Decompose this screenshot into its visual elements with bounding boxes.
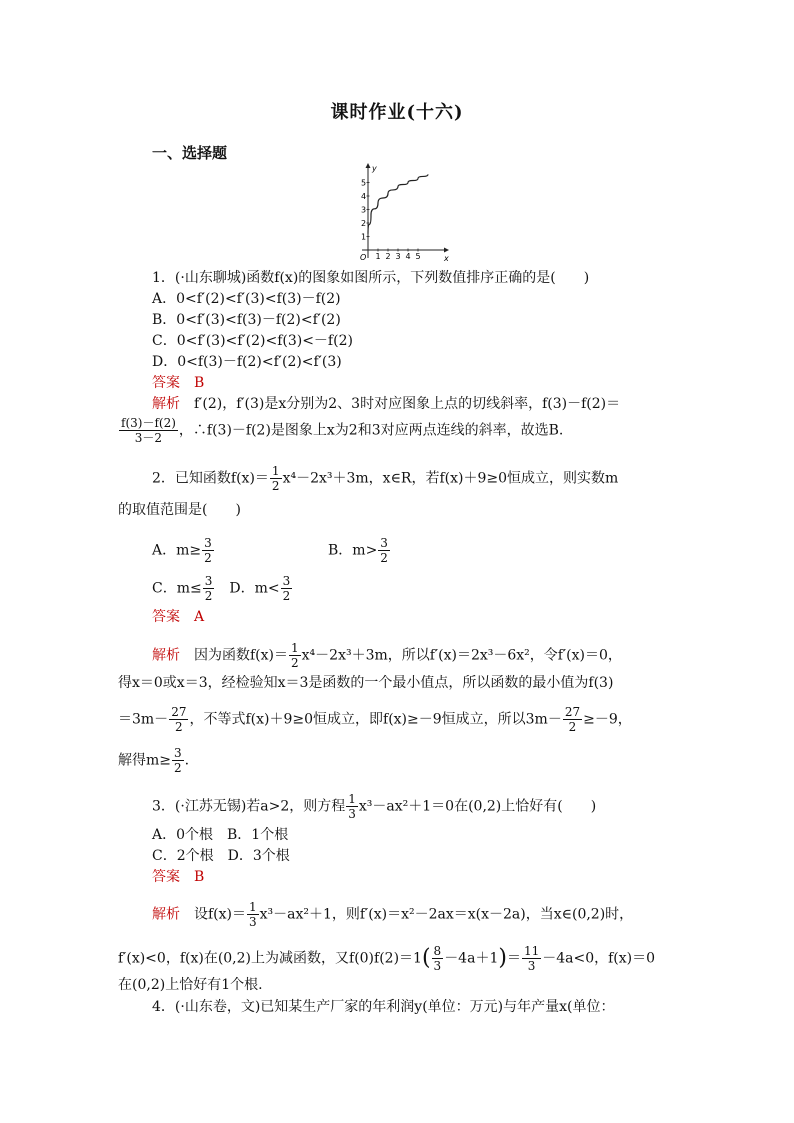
q2-option-b: B．m> $\frac{3}{2}$ bbox=[328, 536, 388, 565]
q1-option-d: D．0<f(3)－f(2)<f′(2)<f′(3) bbox=[152, 354, 342, 370]
q2-analysis-line2: 得x＝0或x＝3，经检验知x＝3是函数的一个最小值点，所以函数的最小值为f(3) bbox=[118, 675, 614, 691]
x-tick-label: 4 bbox=[405, 252, 411, 261]
q3-analysis-line2: f′(x)<0，f(x)在(0,2)上为减函数，又f(0)f(2)＝1( $\frac{8}{3}$ －4a＋1)＝ $\frac{11}{3}$ －4a<0，f(x)＝0 bbox=[118, 944, 656, 973]
analysis-label: 解析 bbox=[152, 396, 180, 412]
q3-analysis-line3: 在(0,2)上恰好有1个根. bbox=[118, 977, 263, 993]
q2-stem: 2．已知函数f(x)＝ $\frac{1}{2}$ x⁴－2x³＋3m，x∈R，若f(x)＋9≥0恒成立，则实数m bbox=[152, 464, 619, 493]
x-tick-label: 1 bbox=[375, 252, 381, 261]
q3-options-ab: A．0个根 B．1个根 bbox=[152, 827, 289, 843]
q1-option-a: A．0<f′(2)<f′(3)<f(3)－f(2) bbox=[152, 291, 341, 307]
y-tick-label: 4 bbox=[361, 192, 367, 201]
q2-option-cd: C．m≤ $\frac{3}{2}$ D．m< $\frac{3}{2}$ bbox=[152, 574, 291, 603]
origin-label: O bbox=[360, 253, 367, 262]
answer-label: 答案 bbox=[152, 375, 180, 391]
q2-analysis-line4: 解得m≥ $\frac{3}{2}$ . bbox=[118, 746, 190, 775]
analysis-text: f′(2)，f′(3)是x分别为2、3时对应图象上点的切线斜率，f(3)－f(2)＝ bbox=[194, 396, 621, 412]
q2-analysis-line3: ＝3m－ $\frac{27}{2}$ ，不等式f(x)＋9≥0恒成立，即f(x)≥－9恒成立，所以3m－ $\frac{27}{2}$ ≥－9， bbox=[118, 705, 632, 734]
q2-analysis-line1: 解析 因为函数f(x)＝ $\frac{1}{2}$ x⁴－2x³＋3m，所以f′(x)＝2x³－6x²，令f′(x)＝0， bbox=[152, 641, 622, 670]
q3-stem: 3．(·江苏无锡)若a>2，则方程 $\frac{1}{3}$ x³－ax²＋1＝0在(0,2)上恰好有( ) bbox=[152, 792, 597, 821]
q4-stem: 4．(·山东卷，文)已知某生产厂家的年利润y(单位：万元)与年产量x(单位： bbox=[152, 999, 615, 1015]
q1-analysis-line2 bbox=[118, 416, 563, 445]
q2-answer: 答案 A bbox=[152, 609, 205, 625]
fraction bbox=[119, 416, 178, 445]
y-tick-label: 5 bbox=[361, 178, 367, 188]
x-axis-arrow bbox=[444, 248, 449, 253]
y-tick-label: 3 bbox=[361, 205, 367, 215]
q3-answer: 答案 B bbox=[152, 869, 205, 885]
q2-stem-line2: 的取值范围是( ) bbox=[118, 502, 241, 518]
x-tick-label: 3 bbox=[395, 252, 401, 261]
q1-stem: 1．(·山东聊城)函数f(x)的图象如图所示，下列数值排序正确的是( ) bbox=[152, 270, 590, 286]
fraction: $\frac{1}{2}$ bbox=[271, 464, 280, 493]
q3-analysis-line1: 解析 设f(x)＝ $\frac{1}{3}$ x³－ax²＋1，则f′(x)＝x²－2ax＝x(x－2a)，当x∈(0,2)时， bbox=[152, 900, 634, 929]
section-heading: 一、选择题 bbox=[152, 144, 228, 162]
x-tick-label: 2 bbox=[385, 252, 391, 261]
q1-answer bbox=[152, 373, 204, 393]
q1-analysis-line1 bbox=[152, 394, 620, 414]
q1-option-b: B．0<f′(3)<f(3)－f(2)<f′(2) bbox=[152, 312, 341, 328]
function-curve bbox=[368, 174, 428, 233]
x-tick-label: 5 bbox=[415, 252, 421, 261]
frac-den: 3－2 bbox=[134, 431, 163, 445]
q2-option-a: A．m≥ $\frac{3}{2}$ bbox=[152, 536, 212, 565]
x-axis-label: x bbox=[444, 254, 449, 262]
frac-num: f(3)－f(2) bbox=[121, 416, 176, 430]
y-axis-arrow bbox=[366, 163, 371, 168]
y-tick-label: 2 bbox=[361, 219, 367, 228]
q1-option-c: C．0<f′(3)<f′(2)<f(3)<－f(2) bbox=[152, 333, 353, 349]
function-graph bbox=[352, 162, 452, 262]
page-title: 课时作业(十六) bbox=[330, 102, 464, 123]
y-axis-label: y bbox=[372, 164, 377, 173]
y-tick-label: 1 bbox=[361, 232, 367, 242]
q3-options-cd: C．2个根 D．3个根 bbox=[152, 848, 290, 864]
analysis-text: ，∴f(3)－f(2)是图象上x为2和3对应两点连线的斜率，故选B. bbox=[178, 422, 564, 439]
answer-value: B bbox=[194, 375, 205, 391]
